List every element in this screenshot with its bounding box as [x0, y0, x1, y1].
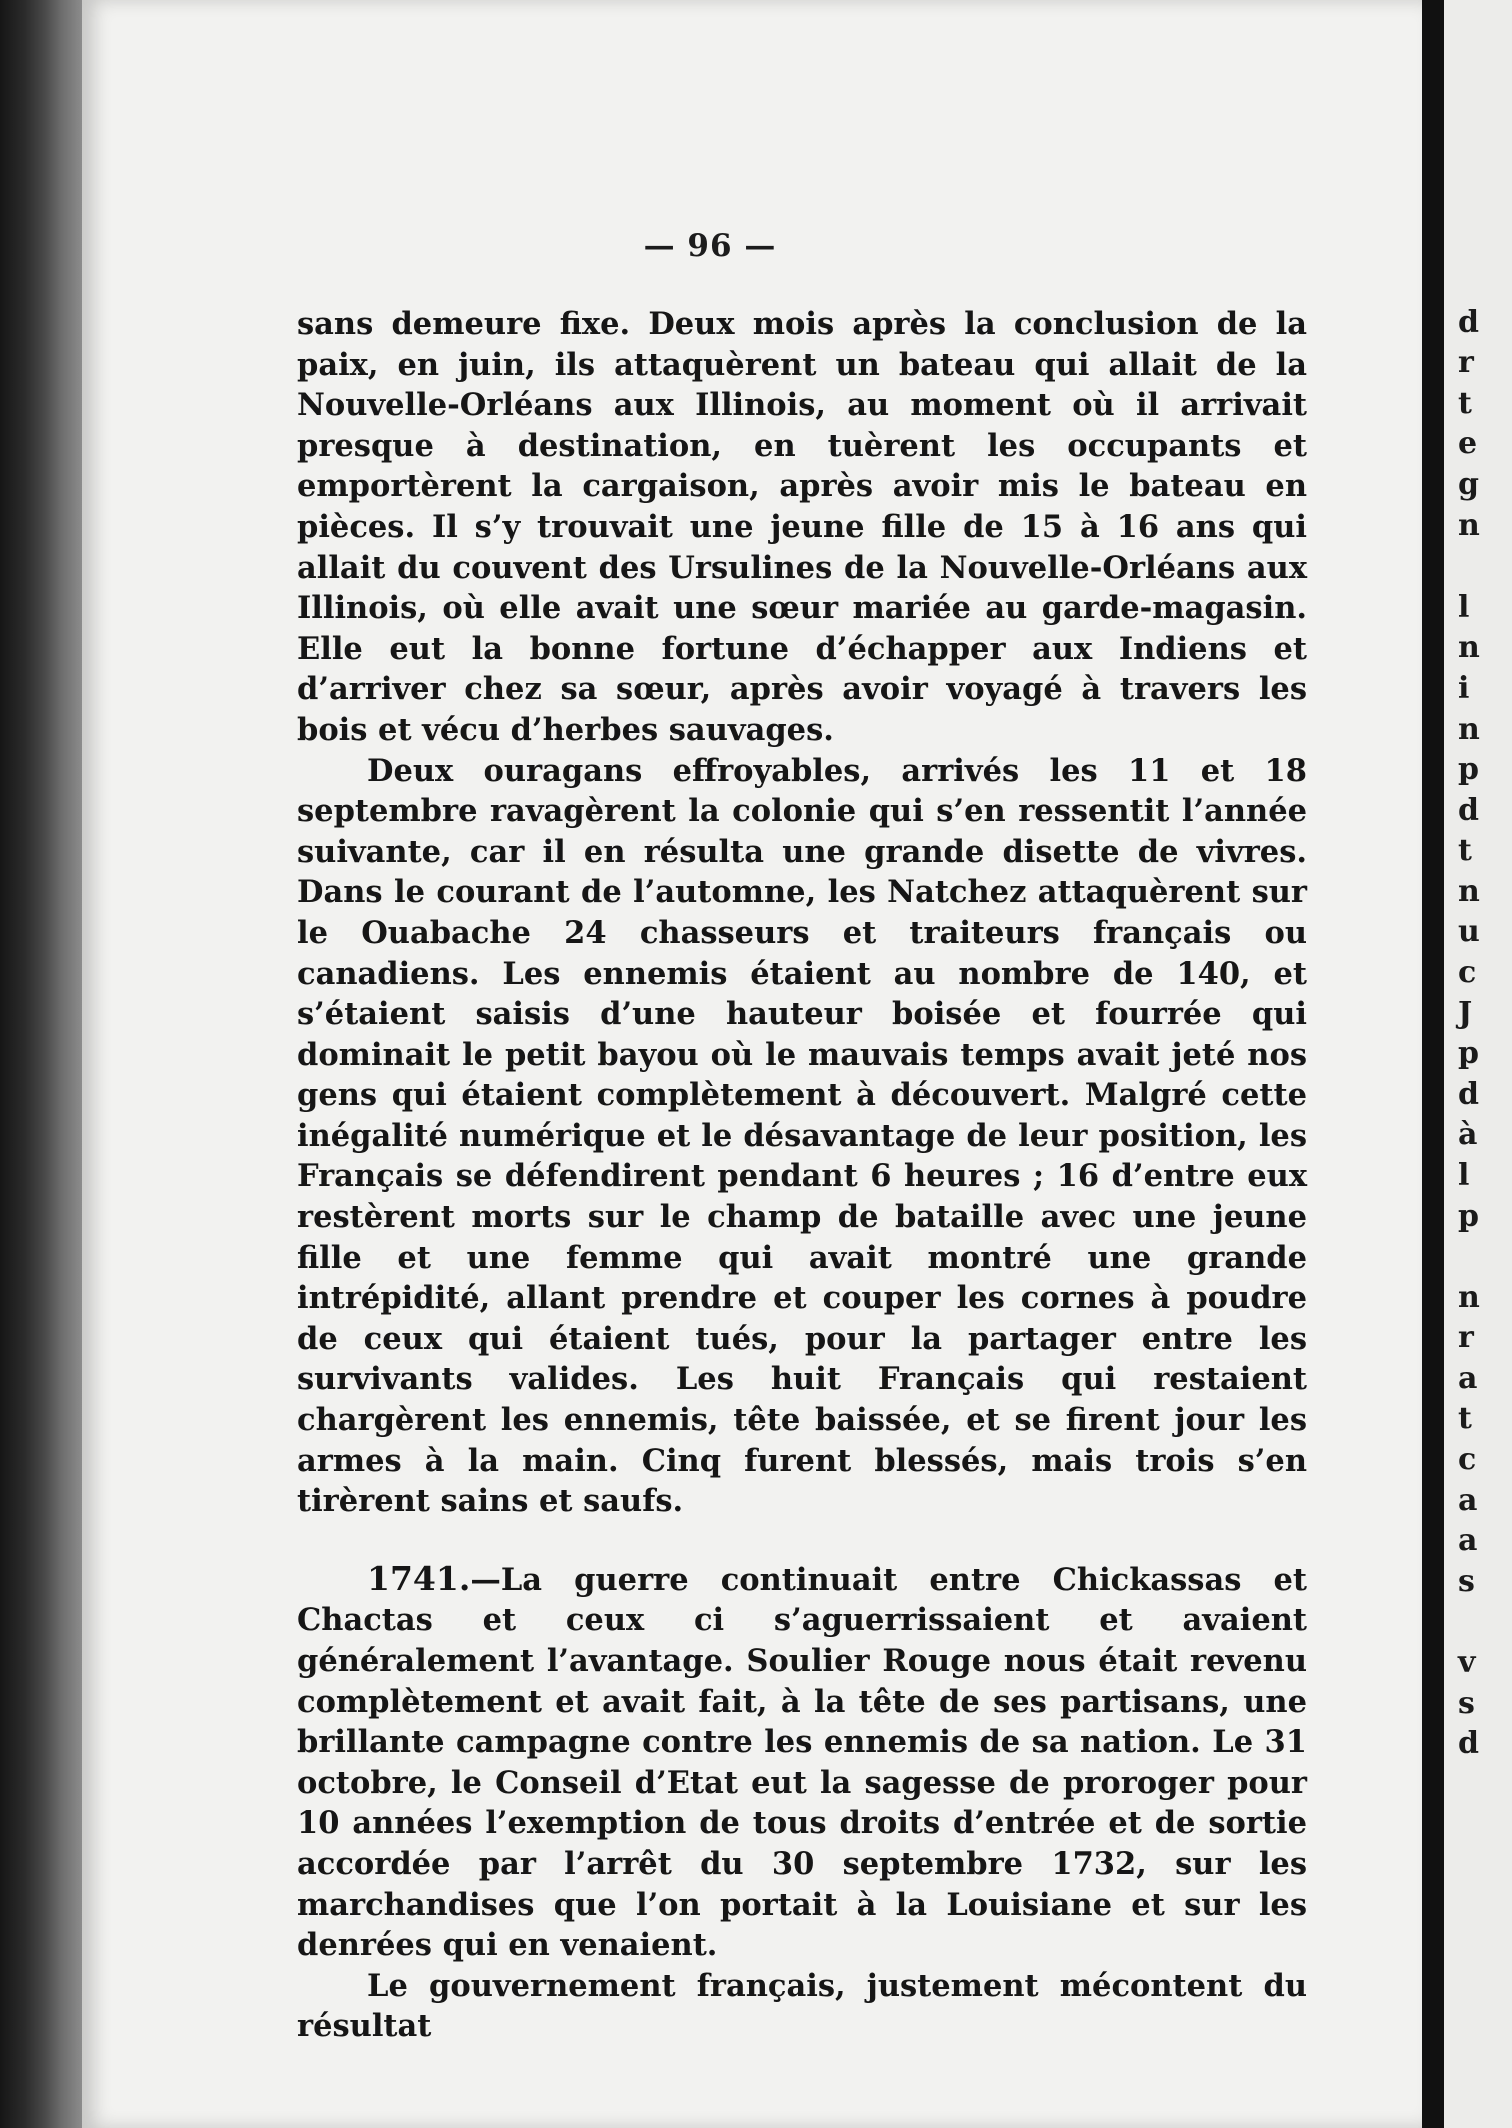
fragment: r — [1458, 345, 1474, 380]
adjacent-page — [1444, 0, 1512, 2128]
fragment: n — [1458, 874, 1480, 909]
fragment: d — [1458, 305, 1479, 340]
fragment: n — [1458, 712, 1480, 747]
paragraph-3 — [297, 1559, 1307, 1966]
fragment: r — [1458, 1320, 1474, 1355]
fragment: l — [1458, 1158, 1470, 1193]
fragment: d — [1458, 1726, 1479, 1761]
fragment: c — [1458, 1442, 1477, 1477]
book-spine — [0, 0, 82, 2128]
fragment: s — [1458, 1686, 1475, 1721]
fragment: à — [1458, 1117, 1478, 1152]
fragment: t — [1458, 833, 1472, 868]
fragment: a — [1458, 1483, 1478, 1518]
fragment: i — [1458, 671, 1470, 706]
fragment: e — [1458, 426, 1478, 461]
fragment: s — [1458, 1564, 1475, 1599]
fragment: n — [1458, 1280, 1480, 1315]
fragment: t — [1458, 1401, 1472, 1436]
fragment: a — [1458, 1361, 1478, 1396]
fragment: n — [1458, 508, 1480, 543]
fragment: v — [1458, 1645, 1476, 1680]
year-heading: 1741. — [367, 1558, 471, 1598]
page-number: — 96 — — [643, 228, 777, 264]
fragment: p — [1458, 1199, 1479, 1234]
page-text — [297, 304, 1307, 2047]
fragment: d — [1458, 1077, 1479, 1112]
fragment: n — [1458, 630, 1480, 665]
fragment: g — [1458, 467, 1479, 502]
page-gutter — [1422, 0, 1444, 2128]
paragraph-4: Le gouvernement français, justement mécontent du résultat — [297, 1967, 1307, 2045]
fragment: J — [1458, 996, 1473, 1031]
fragment: c — [1458, 955, 1477, 990]
fragment: a — [1458, 1523, 1478, 1558]
fragment: t — [1458, 386, 1472, 421]
fragment: l — [1458, 590, 1470, 625]
paragraph-3-text: —La guerre continuait entre Chickassas et Chactas et ceux ci s’aguerrissaient et avaient généralement l’avantage. Soulier Rouge nous était revenu complètement et avait fait, à la tête de ses partisans, une brillante campagne contre les ennemis de sa nation. Le 31 octobre, le Conseil d’Etat eut la sagesse de proroger pour 10 années l’exemption de tous droits d’entrée et de sortie accordée par l’arrêt du 30 septembre 1732, sur les marchandises que l’on portait à la Louisiane et sur les denrées qui en venaient. — [297, 1561, 1307, 1964]
fragment: u — [1458, 914, 1480, 949]
paragraph-1: sans demeure fixe. Deux mois après la conclusion de la paix, en juin, ils attaquèrent un bateau qui allait de la Nouvelle-Orléans aux Illinois, au moment où il arrivait presque à destination, en tuèrent les occupants et emportèrent la cargaison, après avoir mis le bateau en pièces. Il s’y trouvait une jeune fille de 15 à 16 ans qui allait du couvent des Ursulines de la Nouvelle-Orléans aux Illinois, où elle avait une sœur mariée au garde-magasin. Elle eut la bonne fortune d’échapper aux Indiens et d’arriver chez sa sœur, après avoir voyagé à travers les bois et vécu d’herbes sauvages. — [297, 306, 1307, 748]
fragment: d — [1458, 793, 1479, 828]
fragment: p — [1458, 752, 1479, 787]
fragment: p — [1458, 1036, 1479, 1071]
paragraph-2: Deux ouragans effroyables, arrivés les 11 et 18 septembre ravagèrent la colonie qui s’en ressentit l’année suivante, car il en résulta une grande disette de vivres. Dans le courant de l’automne, les Natchez attaquèrent sur le Ouabache 24 chasseurs et traiteurs français ou canadiens. Les ennemis étaient au nombre de 140, et s’étaient saisis d’une hauteur boisée et fourrée qui dominait le petit bayou où le mauvais temps avait jeté nos gens qui étaient complètement à découvert. Malgré cette inégalité numérique et le désavantage de leur position, les Français se défendirent pendant 6 heures ; 16 d’entre eux restèrent morts sur le champ de bataille avec une jeune fille et une femme qui avait montré une grande intrépidité, allant prendre et couper les cornes à poudre de ceux qui étaient tués, pour la partager entre les survivants valides. Les huit Français qui restaient chargèrent les ennemis, tête baissée, et se firent jour les armes à la main. Cinq furent blessés, mais trois s’en tirèrent sains et saufs. — [297, 752, 1307, 1520]
